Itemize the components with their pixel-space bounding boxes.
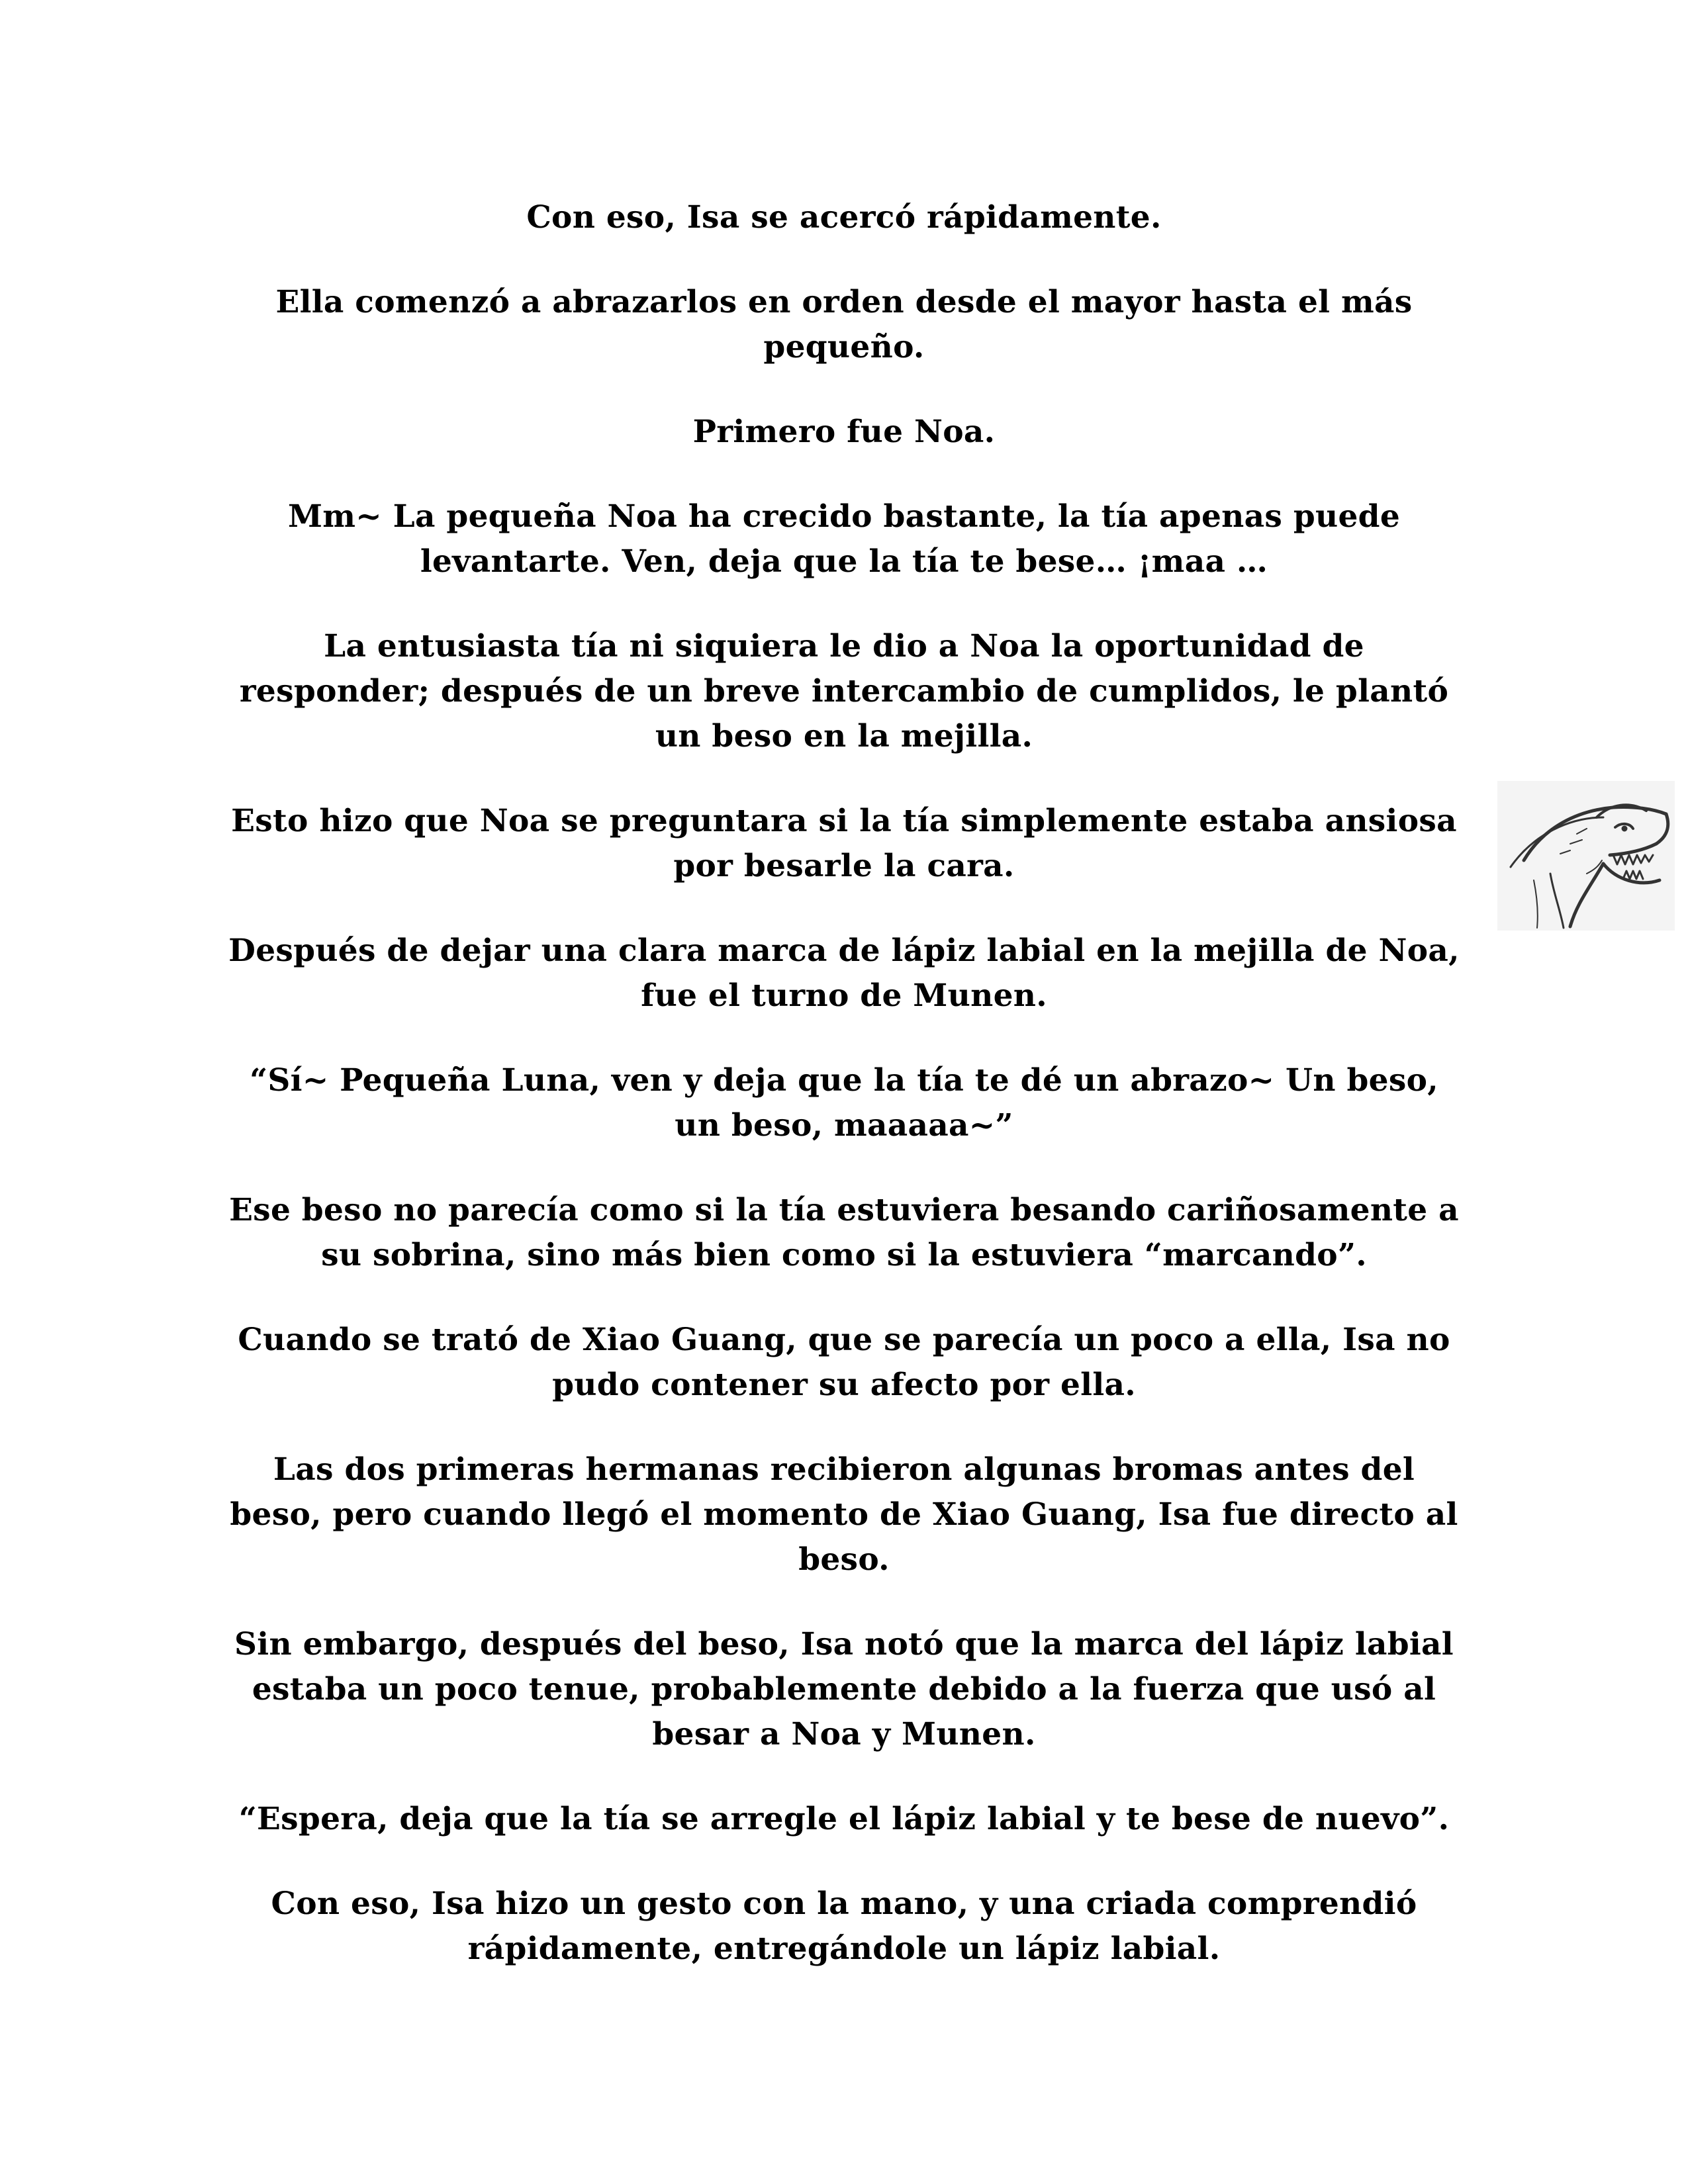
paragraph: Las dos primeras hermanas recibieron algunas bromas antes del beso, pero cuando llegó el momento de Xiao Guang, Isa fue directo al beso. [230,1451,1458,1578]
paragraph: Con eso, Isa se acercó rápidamente. [526,199,1162,236]
paragraph: Con eso, Isa hizo un gesto con la mano, y una criada comprendió rápidamente, entregándole un lápiz labial. [271,1886,1417,1967]
paragraph: Ese beso no parecía como si la tía estuviera besando cariñosamente a su sobrina, sino más bien como si la estuviera “marcando”. [229,1192,1459,1273]
dinosaur-head-sketch-icon [1497,781,1675,931]
paragraph: Ella comenzó a abrazarlos en orden desde el mayor hasta el más pequeño. [275,284,1413,365]
paragraph: “Espera, deja que la tía se arregle el lápiz labial y te bese de nuevo”. [238,1801,1450,1837]
paragraph: Sin embargo, después del beso, Isa notó que la marca del lápiz labial estaba un poco tenue, probablemente debido a la fuerza que usó al besar a Noa y Munen. [234,1626,1454,1752]
paragraph: Después de dejar una clara marca de lápiz labial en la mejilla de Noa, fue el turno de Munen. [228,933,1460,1014]
paragraph: La entusiasta tía ni siquiera le dio a Noa la oportunidad de responder; después de un breve intercambio de cumplidos, le plantó un beso en la mejilla. [239,628,1449,754]
paragraph: Cuando se trató de Xiao Guang, que se parecía un poco a ella, Isa no pudo contener su afecto por ella. [238,1322,1450,1403]
paragraph: Esto hizo que Noa se preguntara si la tía simplemente estaba ansiosa por besarle la cara. [231,803,1457,884]
paragraph: Mm~ La pequeña Noa ha crecido bastante, la tía apenas puede levantarte. Ven, deja que la tía te bese… ¡maa … [287,498,1401,580]
paragraph: “Sí~ Pequeña Luna, ven y deja que la tía te dé un abrazo~ Un beso, un beso, maaaaa~” [250,1062,1438,1144]
text-body [228,195,1460,2011]
paragraph: Primero fue Noa. [692,414,996,450]
